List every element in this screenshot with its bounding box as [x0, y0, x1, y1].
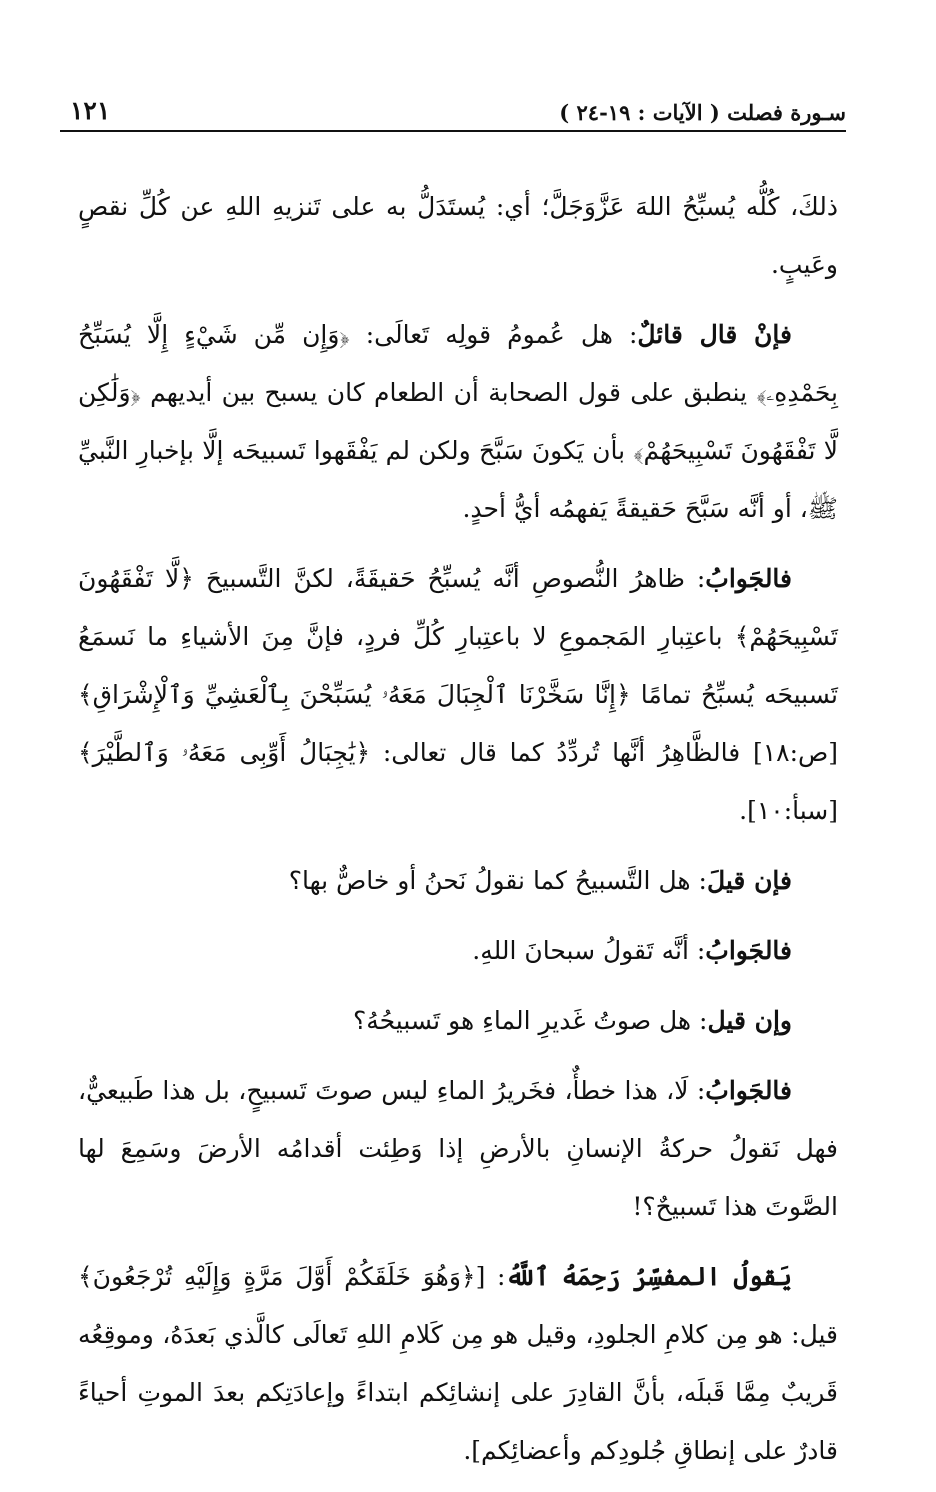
paragraph-text: : [﴿وَهُوَ خَلَقَكُمْ أَوَّلَ مَرَّةٍ وَإِلَيْهِ تُرْجَعُونَ﴾ قيل: هو مِن كلامِ الجلودِ، وقيل هو مِن كَلامِ اللهِ تَعالَى كالَّذي بَعدَهُ، وموقِعُه قَريبٌ مِمَّا قَبلَه، بأنَّ القادِرَ على إنشائِكم ابتداءً وإعادَتِكم بعدَ الموتِ أحياءً قادرٌ على إنطاقِ جُلودِكم وأعضائِكم].	[78, 1262, 838, 1465]
paragraph	[78, 550, 838, 840]
paragraph-text: : أنَّه تَقولُ سبحانَ اللهِ.	[472, 936, 706, 965]
paragraph	[78, 306, 838, 538]
page-header	[60, 96, 846, 134]
page-body	[78, 178, 838, 1492]
surah-title: سـورة فصلت ( الآيات : ١٩-٢٤ )	[559, 100, 846, 125]
paragraph	[78, 178, 838, 294]
paragraph-lead: وإن قيل	[707, 1006, 792, 1035]
paragraph	[78, 1062, 838, 1236]
paragraph-text: : هل عُمومُ قولِه تَعالَى: ﴿وَإِن مِّن شَيْءٍ إِلَّا يُسَبِّحُ بِحَمْدِهِۦ﴾ ينطبق على قول الصحابة أن الطعام كان يسبح بين أيديهم ﴿وَلَٰكِن لَّا تَفْقَهُونَ تَسْبِيحَهُمْ﴾ بأن يَكونَ سَبَّحَ ولكن لم يَفْقَهوا تَسبيحَه إلَّا بإخبارِ النَّبيِّ ﷺ، أو أنَّه سَبَّحَ حَقيقةً يَفهمُه أيُّ أحدٍ.	[78, 320, 838, 523]
paragraph-text: : ظاهرُ النُّصوصِ أنَّه يُسبِّحُ حَقيقَةً، لكنَّ التَّسبيحَ ﴿لَّا تَفْقَهُونَ تَسْبِيحَهُمْ﴾ باعتِبارِ المَجموعِ لا باعتِبارِ كُلِّ فردٍ، فإنَّ مِنَ الأشياءِ ما نَسمَعُ تَسبيحَه يُسبِّحُ تمامًا ﴿إِنَّا سَخَّرْنَا ٱلْجِبَالَ مَعَهُۥ يُسَبِّحْنَ بِٱلْعَشِيِّ وَٱلْإِشْرَاقِ﴾ [ص:١٨] فالظَّاهِرُ أنَّها تُردِّدُ كما قال تعالى: ﴿يَٰجِبَالُ أَوِّبِى مَعَهُۥ وَٱلطَّيْرَ﴾ [سبأ:١٠].	[78, 564, 838, 825]
paragraph	[78, 852, 838, 910]
paragraph	[78, 1248, 838, 1480]
paragraph-lead: فإنْ قال قائلٌ	[637, 320, 792, 349]
paragraph	[78, 992, 838, 1050]
paragraph-lead: فالجَوابُ	[705, 564, 792, 593]
paragraph-lead: يَقولُ المفسِّرُ رَحِمَهُ ٱللَّهُ	[505, 1262, 792, 1291]
header-rule	[60, 130, 846, 132]
paragraph-lead: فإن قيلَ	[706, 866, 792, 895]
paragraph-lead: فالجَوابُ	[705, 936, 792, 965]
paragraph	[78, 922, 838, 980]
paragraph-text: : لَا، هذا خطأٌ، فخَريرُ الماءِ ليس صوتَ تَسبيحٍ، بل هذا طَبيعيٌّ، فهل نَقولُ حركةُ الإنسانِ بالأرضِ إذا وَطِئت أقدامُه الأرضَ وسَمِعَ لها الصَّوتَ هذا تَسبيحٌ؟!	[78, 1076, 838, 1221]
page-number: ١٢١	[70, 96, 111, 125]
paragraph-text: : هل التَّسبيحُ كما نقولُ نَحنُ أو خاصٌّ بها؟	[288, 866, 707, 895]
paragraph-lead: فالجَوابُ	[705, 1076, 792, 1105]
paragraph-text: ذلكَ، كُلُّه يُسبِّحُ اللهَ عَزَّوَجَلَّ؛ أي: يُستَدَلُّ به على تَنزيهِ اللهِ عن كُلِّ نقصٍ وعَيبٍ.	[78, 192, 838, 279]
paragraph-text: : هل صوتُ غَديرِ الماءِ هو تَسبيحُهُ؟	[352, 1006, 708, 1035]
